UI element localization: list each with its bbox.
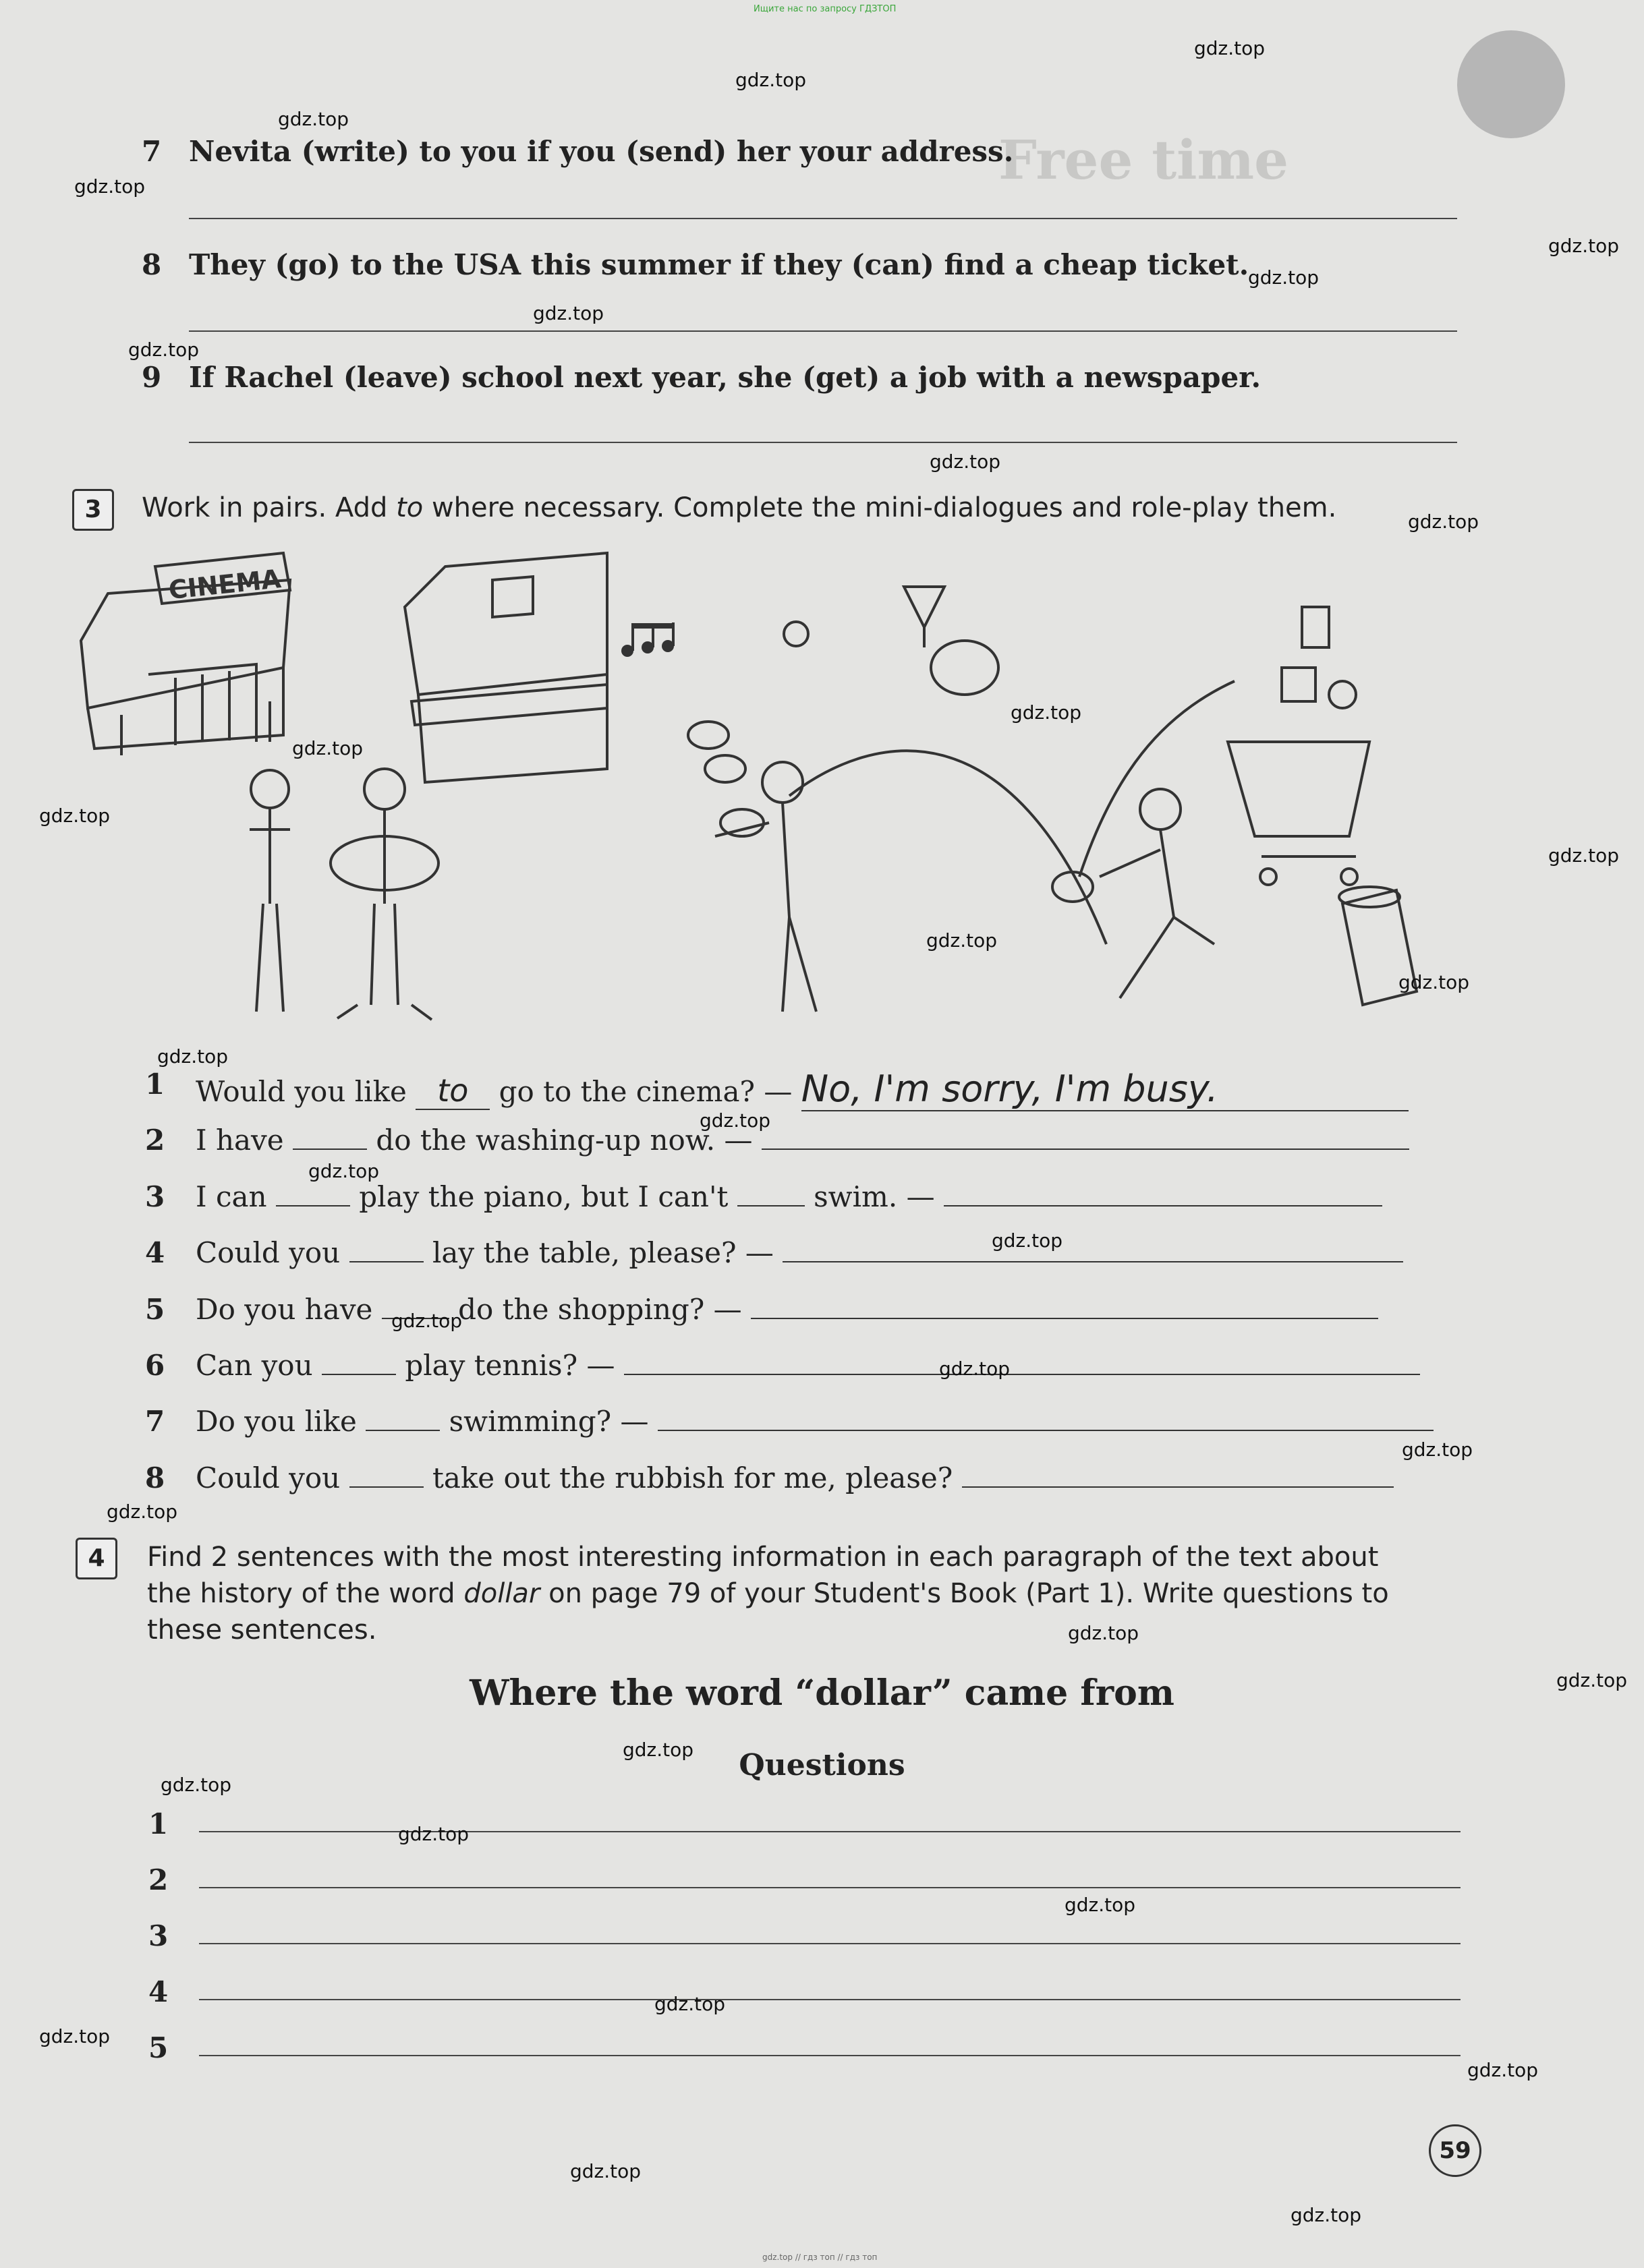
question-answer-line[interactable] bbox=[199, 1943, 1461, 1944]
watermark: gdz.top bbox=[700, 1109, 771, 1132]
waiter-illustration bbox=[688, 587, 1106, 1012]
question-number-5: 5 bbox=[148, 2031, 169, 2064]
dialogue-8-answer[interactable] bbox=[962, 1463, 1394, 1488]
exercise-line-7: 7 Nevita (write) to you if you (send) her your address. bbox=[142, 135, 1014, 168]
question-number-4: 4 bbox=[148, 1975, 169, 2008]
watermark: gdz.top bbox=[1068, 1622, 1139, 1644]
shopping-trolley-illustration bbox=[1228, 607, 1369, 885]
exercise-line-9: 9 If Rachel (leave) school next year, she (get) a job with a newspaper. bbox=[142, 361, 1262, 394]
watermark: gdz.top bbox=[654, 1993, 726, 2015]
watermark: gdz.top bbox=[1248, 266, 1320, 289]
watermark: gdz.top bbox=[1402, 1438, 1473, 1461]
watermark: gdz.top bbox=[74, 175, 146, 198]
ghost-heading: Free time bbox=[998, 128, 1289, 192]
watermark: gdz.top bbox=[1548, 235, 1620, 257]
watermark: gdz.top bbox=[1408, 511, 1479, 533]
dialogue-1-answer[interactable]: No, I'm sorry, I'm busy. bbox=[801, 1068, 1409, 1111]
question-answer-line[interactable] bbox=[199, 1999, 1461, 2000]
watermark: gdz.top bbox=[278, 108, 349, 130]
text-title: Where the word “dollar” came from bbox=[470, 1673, 1174, 1714]
dialogue-illustration bbox=[67, 540, 1471, 1025]
exercise-line-8: 8 They (go) to the USA this summer if they (can) find a cheap ticket. bbox=[142, 248, 1249, 281]
watermark: gdz.top bbox=[107, 1501, 178, 1523]
watermark: gdz.top bbox=[623, 1739, 694, 1761]
watermark: gdz.top bbox=[1398, 971, 1470, 993]
watermark: gdz.top bbox=[128, 339, 200, 361]
watermark: gdz.top bbox=[1467, 2059, 1539, 2081]
dialogue-2-blank[interactable] bbox=[293, 1126, 367, 1150]
task-3-badge: 3 bbox=[72, 489, 114, 531]
watermark: gdz.top bbox=[39, 805, 111, 827]
watermark: gdz.top bbox=[157, 1045, 229, 1068]
questions-heading: Questions bbox=[739, 1748, 905, 1782]
dialogue-7-answer[interactable] bbox=[658, 1407, 1434, 1431]
task-4-badge: 4 bbox=[76, 1538, 117, 1579]
dialogue-3-answer[interactable] bbox=[944, 1182, 1382, 1206]
question-answer-line[interactable] bbox=[199, 1887, 1461, 1888]
watermark: gdz.top bbox=[930, 450, 1001, 473]
cinema-sign-text: CINEMA bbox=[167, 564, 283, 606]
task-3-instruction: Work in pairs. Add to where necessary. Complete the mini-dialogues and role-play them. bbox=[142, 492, 1337, 523]
girl-running-illustration bbox=[1052, 681, 1235, 998]
watermark: gdz.top bbox=[1556, 1669, 1628, 1691]
question-answer-line[interactable] bbox=[199, 1831, 1461, 1832]
dialogue-3-blank-2[interactable] bbox=[737, 1182, 805, 1206]
answer-line[interactable] bbox=[189, 442, 1457, 443]
dialogue-3-blank-1[interactable] bbox=[276, 1182, 350, 1206]
dialogue-8-blank[interactable] bbox=[349, 1463, 424, 1488]
question-answer-line[interactable] bbox=[199, 2055, 1461, 2056]
watermark: gdz.top bbox=[926, 929, 998, 952]
watermark: gdz.top bbox=[533, 302, 604, 324]
watermark: gdz.top bbox=[939, 1358, 1011, 1380]
dialogue-2-answer[interactable] bbox=[762, 1126, 1409, 1150]
watermark: gdz.top bbox=[292, 737, 364, 759]
watermark: gdz.top bbox=[1548, 844, 1620, 867]
watermark: gdz.top bbox=[570, 2160, 642, 2182]
workbook-page: Ищите нас по запросу ГДЗТОП Free time 7 Nevita (write) to you if you (send) her your address. 8 They (go) to the USA this summer if they (can) find a cheap ticket. 9 If Rachel (leave) school next year, she (get) a job with a newspaper. 3 Work in pairs. Add to where necessary. Complete the mini-dialogues and role-play them. CINEMA 1 Would you like to go to the cinema? — No, I'm sorry, I'm busy. 2 I have do the washing-up now. — 3 I can play the piano, but I can't swim. — 4 Could you lay the table, please? — 5 Do you have do the shopping? — 6 Can you play tennis? — 7 Do you like swimming? — 8 Could you take out the rubbish for me, please? 4 Find 2 sentences with the most interesting information in each paragraph of the text about the history of the word dollar on page 79 of your Student's Book (Part 1). Write questions to these sentences. Where the word “dollar” came from Questions 1 2 3 4 5 59 gdz.top gdz.top gdz.top gdz.top gdz.top gdz.top gdz.top gdz.top gdz.top gdz.top gdz.top gdz.top gdz.top gdz.top gdz.top gdz.top gdz.top gdz.top gdz.top gdz.top gdz.top gdz.top gdz.top gdz.top gdz.top gdz.top gdz.top gdz.top gdz.top gdz.top gdz.top gdz.top gdz.top gdz.top gdz.top gdz.top // гдз топ // гдз топ bbox=[0, 0, 1644, 2268]
watermark: gdz.top bbox=[39, 2025, 111, 2047]
page-number: 59 bbox=[1429, 2124, 1481, 2177]
dialogue-7-blank[interactable] bbox=[366, 1407, 440, 1431]
dialogue-1-filled-word[interactable]: to bbox=[416, 1072, 490, 1110]
watermark: gdz.top bbox=[398, 1823, 470, 1845]
watermark: gdz.top bbox=[992, 1229, 1063, 1252]
watermark: gdz.top bbox=[735, 69, 807, 91]
watermark: gdz.top bbox=[161, 1774, 232, 1796]
watermark: gdz.top bbox=[1291, 2204, 1362, 2226]
dialogue-6-answer[interactable] bbox=[624, 1351, 1420, 1375]
corner-circle bbox=[1457, 30, 1565, 138]
dialogue-4-blank[interactable] bbox=[349, 1238, 424, 1262]
piano-illustration bbox=[405, 553, 607, 782]
dialogue-4-answer[interactable] bbox=[783, 1238, 1403, 1262]
task-4-instruction: Find 2 sentences with the most interesting information in each paragraph of the text about the history of the word dollar on page 79 of your Student's Book (Part 1). Write questions to these sentences. bbox=[147, 1542, 1389, 1646]
question-number-2: 2 bbox=[148, 1863, 169, 1896]
answer-line[interactable] bbox=[189, 330, 1457, 332]
watermark: gdz.top bbox=[1194, 37, 1266, 59]
question-number-1: 1 bbox=[148, 1807, 169, 1840]
music-notes-icon bbox=[621, 622, 675, 657]
dialogue-5-answer[interactable] bbox=[751, 1295, 1378, 1319]
bottom-link[interactable]: gdz.top // гдз топ // гдз топ bbox=[762, 2252, 878, 2262]
watermark: gdz.top bbox=[308, 1160, 380, 1182]
answer-line[interactable] bbox=[189, 218, 1457, 219]
watermark: gdz.top bbox=[391, 1310, 463, 1332]
boys-swimming-illustration bbox=[250, 769, 438, 1020]
watermark: gdz.top bbox=[1011, 701, 1082, 724]
top-search-link[interactable]: Ищите нас по запросу ГДЗТОП bbox=[754, 4, 897, 14]
question-number-3: 3 bbox=[148, 1919, 169, 1952]
dialogue-6-blank[interactable] bbox=[322, 1351, 396, 1375]
watermark: gdz.top bbox=[1065, 1894, 1136, 1916]
